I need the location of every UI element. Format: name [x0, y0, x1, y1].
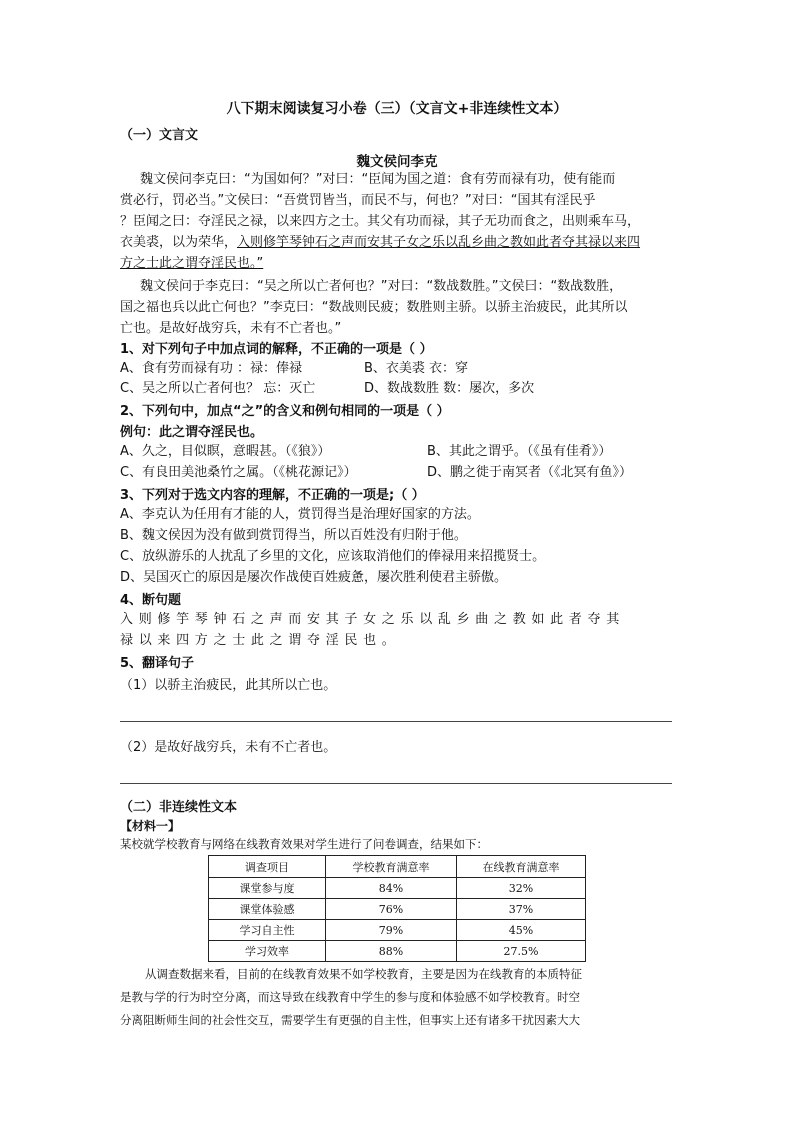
question-5-stem: 5、翻译句子 [120, 656, 195, 671]
translation-item-1: （1）以骄主治疲民，此其所以亡也。 [120, 678, 337, 693]
question-3-option-a: A、李克认为任用有才能的人，赏罚得当是治理好国家的方法。 [120, 507, 480, 522]
passage-line: 亡也。是故好战穷兵，未有不亡者也。” [120, 321, 342, 336]
section-heading-nontext: （二）非连续性文本 [120, 800, 238, 815]
question-4-stem: 4、断句题 [120, 593, 182, 608]
material-label: 【材料一】 [120, 819, 181, 833]
survey-intro: 某校就学校教育与网络在线教育效果对学生进行了问卷调查，结果如下： [120, 837, 488, 851]
table-cell: 37% [457, 899, 586, 920]
passage-line: 国之福也兵以此亡何也？”李克曰：“数战则民疲；数胜则主骄。以骄主治疲民，此其所以 [120, 300, 628, 315]
passage-line: 赏必行，罚必当。”文侯曰：“吾赏罚皆当，而民不与，何也？”对曰：“国其有淫民乎 [120, 193, 596, 208]
table-row [209, 878, 586, 899]
question-3-stem: 3、下列对于选文内容的理解，不正确的一项是;（ ） [120, 488, 425, 503]
table-cell: 课堂参与度 [209, 878, 326, 899]
punctuation-line: 禄以来四方之士此之谓夺淫民也。 [120, 633, 401, 648]
document-title: 八下期末阅读复习小卷（三）（文言文+非连续性文本） [226, 101, 568, 117]
table-cell: 88% [326, 941, 457, 962]
table-header-row [209, 856, 586, 878]
question-3-option-b: B、魏文侯因为没有做到赏罚得当，所以百姓没有归附于他。 [120, 528, 467, 543]
analysis-line: 从调查数据来看，目前的在线教育效果不如学校教育，主要是因为在线教育的本质特征 [145, 967, 582, 981]
section-heading-classical: （一）文言文 [120, 128, 199, 143]
question-3-option-d: D、吴国灭亡的原因是屡次作战使百姓疲惫，屡次胜利使君主骄傲。 [120, 570, 508, 585]
question-2-option-a: A、久之，目似瞑，意暇甚。（《狼》） [120, 444, 331, 459]
analysis-line: 是教与学的行为时空分离，而这导致在线教育中学生的参与度和体验感不如学校教育。时空 [120, 990, 580, 1004]
question-2-stem: 2、下列句中，加点“之”的含义和例句相同的一项是（ ） [120, 404, 450, 419]
question-3-option-c: C、放纵游乐的人扰乱了乡里的文化，应该取消他们的俸禄用来招揽贤士。 [120, 549, 546, 564]
table-cell: 76% [326, 899, 457, 920]
answer-line[interactable] [120, 721, 672, 722]
table-header-cell: 调查项目 [209, 856, 326, 878]
table-header-cell: 学校教育满意率 [326, 856, 457, 878]
table-cell: 27.5% [457, 941, 586, 962]
table-cell: 79% [326, 920, 457, 941]
table-cell: 32% [457, 878, 586, 899]
question-1-option-d: D、数战数胜 数：屡次，多次 [364, 381, 535, 396]
survey-table [208, 855, 586, 962]
table-row [209, 920, 586, 941]
table-header-cell: 在线教育满意率 [457, 856, 586, 878]
answer-line[interactable] [120, 783, 672, 784]
question-2-option-c: C、有良田美池桑竹之属。（《桃花源记》） [120, 465, 357, 480]
passage-line: 魏文侯问李克曰：“为国如何？”对曰：“臣闻为国之道：食有劳而禄有功，使有能而 [140, 172, 616, 187]
table-cell: 学习效率 [209, 941, 326, 962]
question-1-stem: 1、对下列句子中加点词的解释，不正确的一项是（ ） [120, 342, 433, 357]
table-row [209, 941, 586, 962]
analysis-line: 分离阻断师生间的社会性交互，需要学生有更强的自主性，但事实上还有诸多干扰因素大大 [120, 1013, 580, 1027]
question-1-option-b: B、衣美裘 衣：穿 [364, 361, 469, 376]
question-2-example: 例句：此之谓夺淫民也。 [120, 425, 264, 440]
table-row [209, 899, 586, 920]
question-1-option-a: A、食有劳而禄有功 ：禄：俸禄 [120, 361, 303, 376]
underlined-sentence: 入则修竽琴钟石之声而安其子女之乐以乱乡曲之教如此者夺其禄以来四 [237, 235, 641, 250]
translation-item-2: （2）是故好战穷兵，未有不亡者也。 [120, 740, 337, 755]
question-1-option-c: C、吴之所以亡者何也？ 忘：灭亡 [120, 381, 316, 396]
table-cell: 45% [457, 920, 586, 941]
underlined-sentence-end: 方之士此之谓夺淫民也。” [120, 256, 264, 271]
punctuation-line: 入则修竽琴钟石之声而安其子女之乐以乱乡曲之教如此者夺其 [120, 612, 625, 627]
passage-title: 魏文侯问李克 [356, 154, 438, 170]
passage-line [120, 233, 640, 253]
table-cell: 课堂体验感 [209, 899, 326, 920]
table-cell: 84% [326, 878, 457, 899]
table-cell: 学习自主性 [209, 920, 326, 941]
passage-line: ？臣闻之曰：夺淫民之禄，以来四方之士。其父有功而禄，其子无功而食之，出则乘车马， [120, 214, 641, 229]
passage-line: 魏文侯问于李克曰：“吴之所以亡者何也？”对曰：“数战数胜。”文侯曰：“数战数胜， [140, 279, 623, 294]
passage-line-plain: 衣美裘，以为荣华， [120, 235, 238, 250]
question-2-option-d: D、鹏之徙于南冥者（《北冥有鱼》） [427, 465, 633, 480]
question-2-option-b: B、其此之谓乎。（《虽有佳肴》） [427, 444, 612, 459]
